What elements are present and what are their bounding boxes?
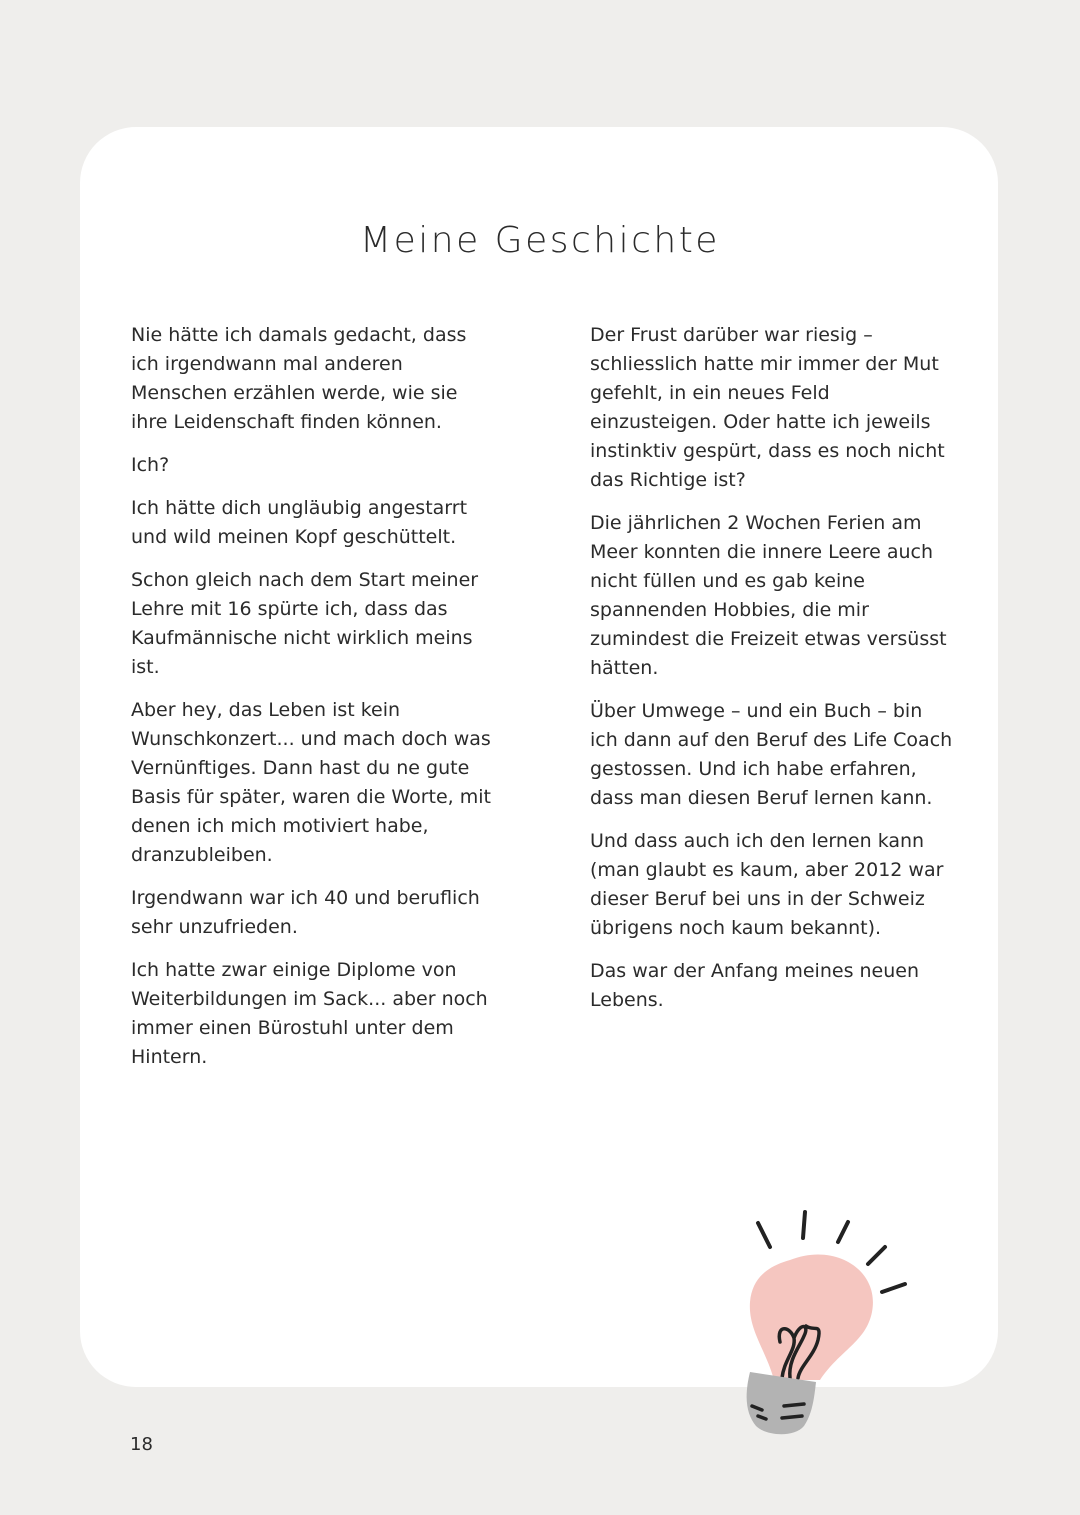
paragraph: Irgendwann war ich 40 und beruflich sehr unzufrieden. bbox=[131, 887, 480, 938]
bulb-base bbox=[747, 1372, 816, 1434]
paragraph: Die jährlichen 2 Wochen Ferien am Meer konnten die innere Leere auch nicht füllen und es gab keine spannenden Hobbies, die mir zumindest die Freizeit etwas versüsst hätten. bbox=[590, 512, 947, 679]
paragraph: Aber hey, das Leben ist kein Wunschkonzert... und mach doch was Vernünftiges. Dann hast du ne gute Basis für später, waren die Worte, mit denen ich mich motiviert habe, dranzubleiben. bbox=[131, 699, 491, 866]
paragraph: Und dass auch ich den lernen kann (man glaubt es kaum, aber 2012 war dieser Beruf bei uns in der Schweiz übrigens noch kaum bekannt). bbox=[590, 830, 944, 939]
paragraph: Ich hatte zwar einige Diplome von Weiterbildungen im Sack... aber noch immer einen Bürostuhl unter dem Hintern. bbox=[131, 959, 488, 1068]
bulb-glass bbox=[750, 1254, 873, 1380]
right-column bbox=[590, 321, 955, 1029]
page-number: 18 bbox=[130, 1434, 153, 1455]
page-title: Meine Geschichte bbox=[360, 220, 720, 261]
paragraph: Ich? bbox=[131, 454, 170, 476]
paragraph: Über Umwege – und ein Buch – bin ich dann auf den Beruf des Life Coach gestossen. Und ich habe erfahren, dass man diesen Beruf lernen kann. bbox=[590, 700, 953, 809]
paragraph: Ich hätte dich ungläubig angestarrt und wild meinen Kopf geschüttelt. bbox=[131, 497, 468, 548]
paragraph: Nie hätte ich damals gedacht, dass ich irgendwann mal anderen Menschen erzählen werde, wie sie ihre Leidenschaft finden können. bbox=[131, 324, 467, 433]
paragraph: Das war der Anfang meines neuen Lebens. bbox=[590, 960, 920, 1011]
paragraph: Der Frust darüber war riesig – schliesslich hatte mir immer der Mut gefehlt, in ein neues Feld einzusteigen. Oder hatte ich jeweils instinktiv gespürt, dass es noch nicht das Richtige ist? bbox=[590, 324, 945, 491]
paragraph: Schon gleich nach dem Start meiner Lehre mit 16 spürte ich, dass das Kaufmännische nicht wirklich meins ist. bbox=[131, 569, 479, 678]
left-column bbox=[131, 321, 491, 1086]
lightbulb-icon bbox=[730, 1200, 920, 1445]
